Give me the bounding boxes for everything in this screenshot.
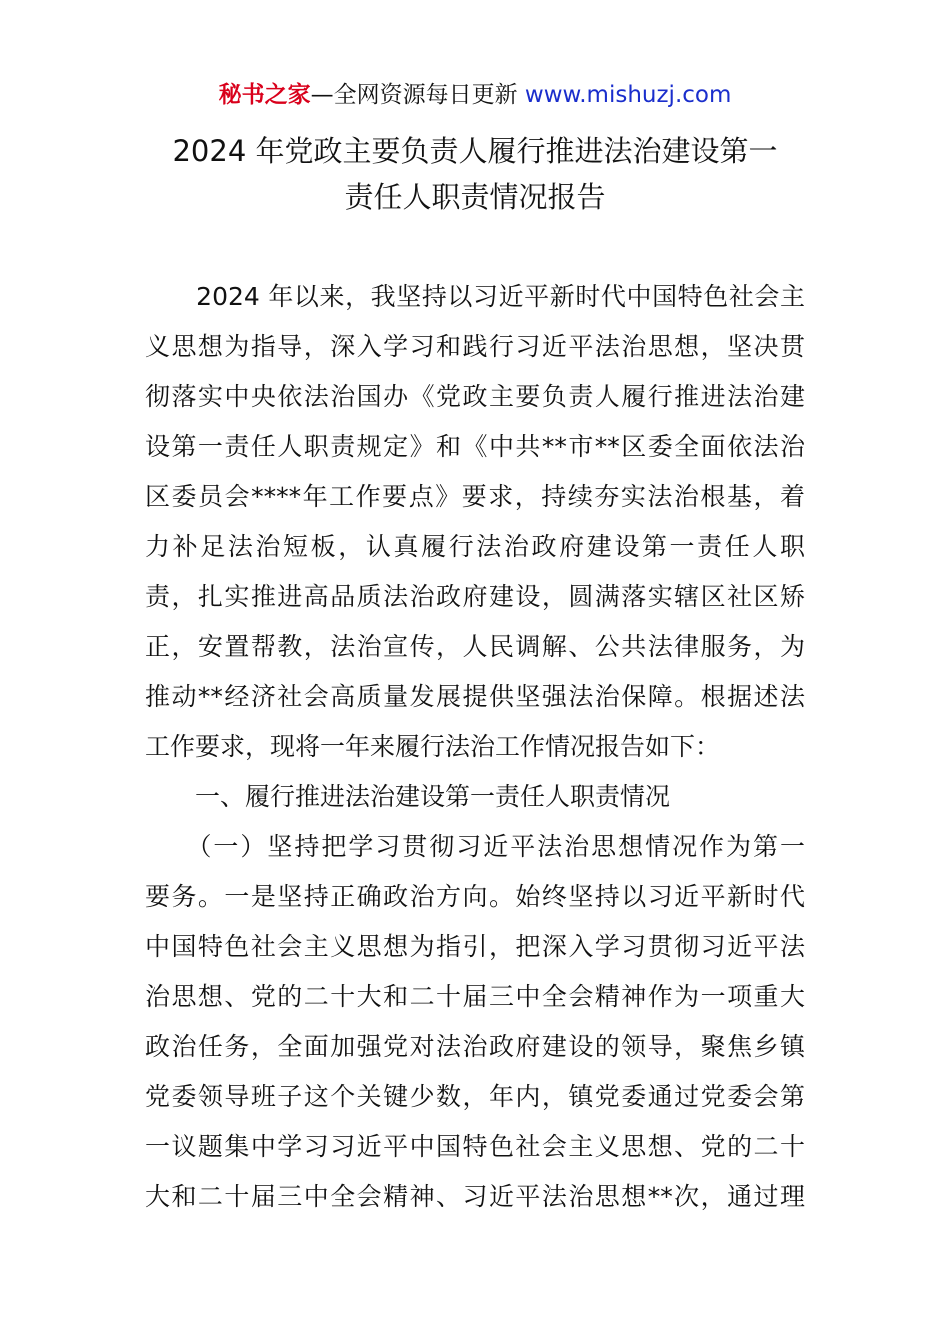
body-line: 大和二十届三中全会精神、习近平法治思想**次，通过理: [145, 1182, 805, 1211]
body-line: 要务。一是坚持正确政治方向。始终坚持以习近平新时代: [145, 882, 805, 911]
body-line: 中国特色社会主义思想为指引，把深入学习贯彻习近平法: [145, 932, 805, 961]
body-line: 2024 年以来，我坚持以习近平新时代中国特色社会主: [145, 282, 805, 311]
title-line: 责任人职责情况报告: [344, 180, 606, 214]
site-banner: [0, 78, 950, 112]
body-line: 工作要求，现将一年来履行法治工作情况报告如下：: [145, 732, 721, 761]
body-line: （一）坚持把学习贯彻习近平法治思想情况作为第一: [145, 832, 805, 861]
body-line: 正，安置帮教，法治宣传，人民调解、公共法律服务，为: [145, 632, 805, 661]
body-line: 治思想、党的二十大和二十届三中全会精神作为一项重大: [145, 982, 805, 1011]
body-line: 责，扎实推进高品质法治政府建设，圆满落实辖区社区矫: [145, 582, 805, 611]
banner-url[interactable]: www.mishuzj.com: [524, 82, 732, 108]
body-line: 党委领导班子这个关键少数，年内，镇党委通过党委会第: [145, 1082, 805, 1111]
title-line: 2024 年党政主要负责人履行推进法治建设第一: [172, 134, 778, 168]
body-line: 推动**经济社会高质量发展提供坚强法治保障。根据述法: [145, 682, 805, 711]
body-line: 政治任务，全面加强党对法治政府建设的领导，聚焦乡镇: [145, 1032, 805, 1061]
body-line: 力补足法治短板，认真履行法治政府建设第一责任人职: [145, 532, 805, 561]
document-title: [100, 128, 850, 220]
body-line: 区委员会****年工作要点》要求，持续夯实法治根基，着: [145, 482, 805, 511]
body-line: 义思想为指导，深入学习和践行习近平法治思想，坚决贯: [145, 332, 805, 361]
document-body: [145, 272, 805, 1222]
body-line: 彻落实中央依法治国办《党政主要负责人履行推进法治建: [145, 382, 805, 411]
section-heading: 一、履行推进法治建设第一责任人职责情况: [145, 782, 671, 811]
banner-brand: 秘书之家: [218, 82, 311, 108]
body-line: 设第一责任人职责规定》和《中共**市**区委全面依法治: [145, 432, 805, 461]
banner-slogan: —全网资源每日更新: [310, 82, 518, 108]
body-line: 一议题集中学习习近平中国特色社会主义思想、党的二十: [145, 1132, 805, 1161]
